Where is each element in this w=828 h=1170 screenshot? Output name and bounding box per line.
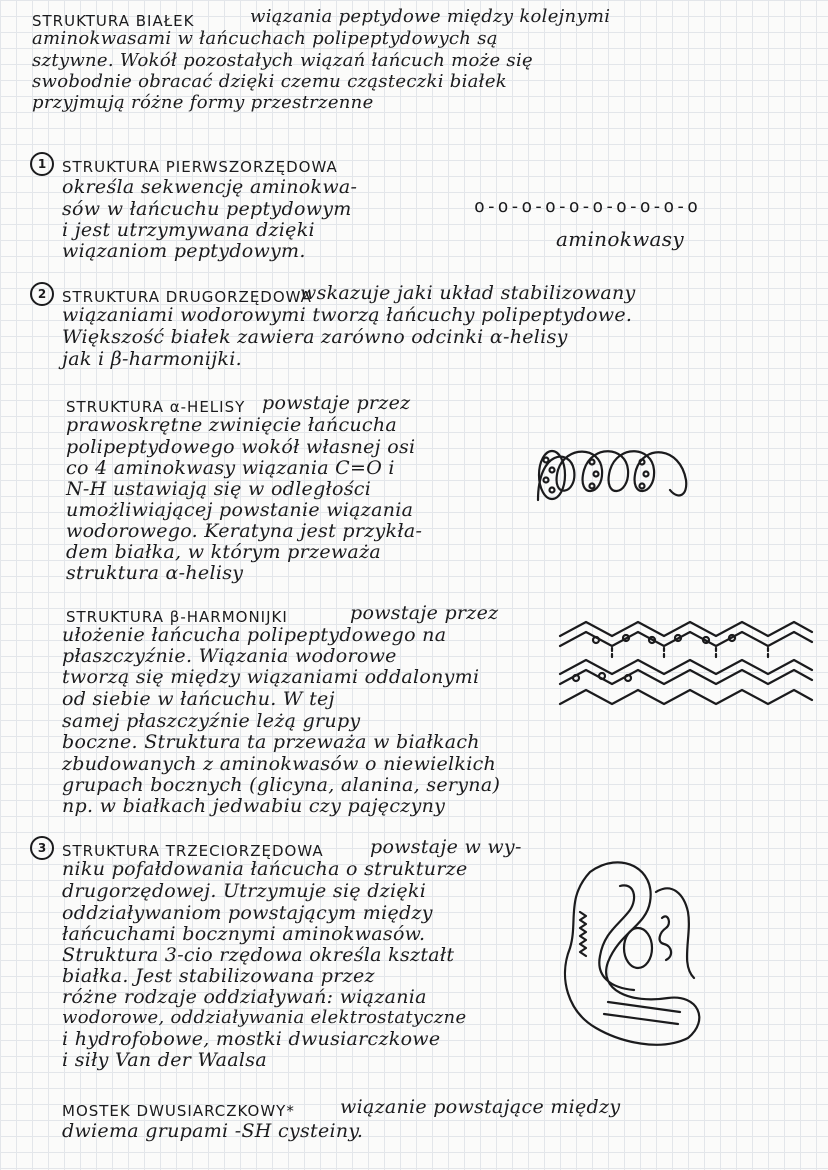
disulfide-bridge-line: dwiema grupami -SH cysteiny. xyxy=(62,1120,364,1142)
section-2-line: Większość białek zawiera zarówno odcinki α-helisy xyxy=(62,326,568,348)
alpha-helix-line: prawoskrętne zwinięcie łańcucha xyxy=(66,414,398,436)
section-1-line: i jest utrzymywana dzięki xyxy=(62,219,315,241)
alpha-helix-sketch xyxy=(530,440,700,510)
beta-sheet-line: boczne. Struktura ta przeważa w białkach xyxy=(62,731,480,753)
intro-line: sztywne. Wokół pozostałych wiązań łańcuch może się xyxy=(32,50,533,71)
section-3-line: drugorzędowej. Utrzymuje się dzięki xyxy=(62,880,427,902)
tertiary-structure-sketch xyxy=(560,852,720,1052)
intro-heading: STRUKTURA BIAŁEK xyxy=(32,12,195,30)
beta-sheet-line: zbudowanych z aminokwasów o niewielkich xyxy=(62,753,497,775)
beta-sheet-line: grupach bocznych (glicyna, alanina, seryna) xyxy=(62,774,501,796)
section-1-marker: 1 xyxy=(30,152,54,176)
beta-sheet-sketch xyxy=(556,614,816,714)
beta-sheet-line: płaszczyźnie. Wiązania wodorowe xyxy=(62,645,397,667)
beta-sheet-line: powstaje przez xyxy=(350,602,499,624)
amino-acid-chain: o-o-o-o-o-o-o-o-o-o xyxy=(474,196,699,217)
alpha-helix-line: struktura α-helisy xyxy=(66,562,244,584)
section-2-line: wiązaniami wodorowymi tworzą łańcuchy polipeptydowe. xyxy=(62,304,633,326)
section-3-line: i siły Van der Waalsa xyxy=(62,1049,267,1071)
beta-sheet-line: samej płaszczyźnie leżą grupy xyxy=(62,710,361,732)
amino-acid-chain-label: aminokwasy xyxy=(556,227,684,251)
intro-line: przyjmują różne formy przestrzenne xyxy=(32,92,374,113)
beta-sheet-line: od siebie w łańcuchu. W tej xyxy=(62,688,335,710)
disulfide-bridge-heading: MOSTEK DWUSIARCZKOWY* xyxy=(62,1102,295,1120)
intro-line: swobodnie obracać dzięki czemu cząsteczki białek xyxy=(32,71,507,92)
alpha-helix-line: umożliwiającej powstanie wiązania xyxy=(66,499,414,521)
section-1-heading: STRUKTURA PIERWSZORZĘDOWA xyxy=(62,158,338,176)
section-1-line: określa sekwencję aminokwa- xyxy=(62,176,358,198)
section-3-line: oddziaływaniom powstającym między xyxy=(62,902,433,924)
alpha-helix-line: wodorowego. Keratyna jest przykła- xyxy=(66,520,423,542)
section-3-heading: STRUKTURA TRZECIORZĘDOWA xyxy=(62,842,324,860)
section-3-marker: 3 xyxy=(30,836,54,860)
alpha-helix-line: dem białka, w którym przeważa xyxy=(66,541,382,563)
section-3-line: wodorowe, oddziaływania elektrostatyczne xyxy=(62,1007,467,1028)
beta-sheet-heading: STRUKTURA β-HARMONIJKI xyxy=(66,608,288,626)
section-3-line: powstaje w wy- xyxy=(370,836,522,858)
beta-sheet-line: tworzą się między wiązaniami oddalonymi xyxy=(62,666,480,688)
section-3-line: łańcuchami bocznymi aminokwasów. xyxy=(62,923,426,945)
alpha-helix-heading: STRUKTURA α-HELISY xyxy=(66,398,246,416)
beta-sheet-line: ułożenie łańcucha polipeptydowego na xyxy=(62,624,447,646)
section-3-line: niku pofałdowania łańcucha o strukturze xyxy=(62,858,468,880)
section-2-heading: STRUKTURA DRUGORZĘDOWA xyxy=(62,288,312,306)
alpha-helix-line: co 4 aminokwasy wiązania C=O i xyxy=(66,457,395,479)
section-3-line: Struktura 3-cio rzędowa określa kształt xyxy=(62,944,455,966)
section-3-line: różne rodzaje oddziaływań: wiązania xyxy=(62,986,427,1008)
section-1-line: wiązaniom peptydowym. xyxy=(62,240,306,262)
disulfide-bridge-line: wiązanie powstające między xyxy=(340,1096,621,1118)
intro-line: wiązania peptydowe między kolejnymi xyxy=(250,6,611,27)
section-2-line: wskazuje jaki układ stabilizowany xyxy=(300,282,636,304)
section-3-line: i hydrofobowe, mostki dwusiarczkowe xyxy=(62,1028,441,1050)
beta-sheet-line: np. w białkach jedwabiu czy pajęczyny xyxy=(62,795,446,817)
section-3-line: białka. Jest stabilizowana przez xyxy=(62,965,375,987)
section-2-line: jak i β-harmonijki. xyxy=(62,348,242,370)
alpha-helix-line: powstaje przez xyxy=(262,392,411,414)
intro-line: aminokwasami w łańcuchach polipeptydowych są xyxy=(32,28,498,49)
alpha-helix-line: N-H ustawiają się w odległości xyxy=(66,478,372,500)
alpha-helix-line: polipeptydowego wokół własnej osi xyxy=(66,436,416,458)
section-2-marker: 2 xyxy=(30,282,54,306)
section-1-line: sów w łańcuchu peptydowym xyxy=(62,198,352,220)
